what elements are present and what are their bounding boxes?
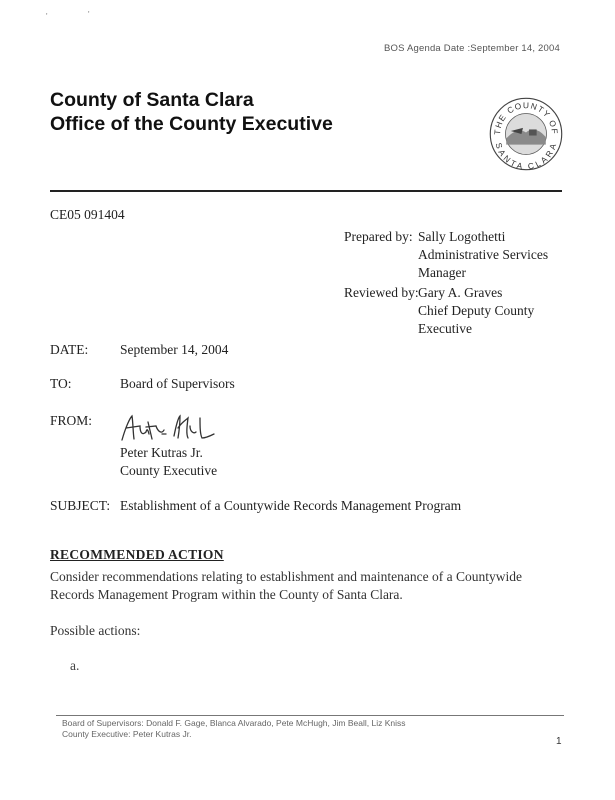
from-name: Peter Kutras Jr.	[120, 445, 203, 460]
seal-top-text: THE COUNTY OF	[492, 100, 560, 136]
reviewed-by-title: Chief Deputy County	[418, 303, 535, 318]
prepared-by-label: Prepared by:	[344, 229, 413, 244]
letterhead-line-2: Office of the County Executive	[50, 113, 333, 135]
prepared-by-value	[418, 228, 568, 282]
subject-value: Establishment of a Countywide Records Management Program	[120, 498, 462, 513]
reviewed-by-label: Reviewed by:	[344, 285, 419, 300]
document-id: CE05 091404	[50, 207, 125, 222]
prepared-by-title: Administrative Services	[418, 247, 549, 262]
scan-mark: '	[88, 10, 90, 19]
prepared-by-row	[344, 228, 568, 282]
county-seal-icon	[488, 96, 564, 172]
recommended-action-text	[50, 568, 560, 604]
footer	[62, 718, 405, 740]
header-divider	[50, 190, 562, 192]
reviewed-by-name: Gary A. Graves	[418, 285, 503, 300]
letterhead-title	[50, 88, 333, 136]
prepared-reviewed-block	[344, 228, 568, 338]
scan-mark: '	[46, 12, 48, 21]
footer-executive-line: County Executive: Peter Kutras Jr.	[62, 729, 192, 739]
recommended-action-heading: RECOMMENDED ACTION	[50, 547, 224, 562]
recommended-action-line-2: Records Management Program within the County of Santa Clara.	[50, 587, 403, 602]
recommended-action-line-1: Consider recommendations relating to establishment and maintenance of a Countywide	[50, 569, 522, 584]
footer-board-line: Board of Supervisors: Donald F. Gage, Blanca Alvarado, Pete McHugh, Jim Beall, Liz Kniss	[62, 718, 406, 728]
seal-bottom-text: SANTA CLARA	[493, 141, 559, 172]
reviewed-by-value	[418, 284, 568, 338]
list-item-a: a.	[70, 658, 80, 673]
prepared-by-title-cont: Manager	[418, 265, 466, 280]
possible-actions-label: Possible actions:	[50, 623, 141, 638]
from-label: FROM:	[50, 413, 93, 428]
to-value: Board of Supervisors	[120, 376, 235, 391]
reviewed-by-title-cont: Executive	[418, 321, 472, 336]
reviewed-by-row	[344, 284, 568, 338]
prepared-by-name: Sally Logothetti	[418, 229, 506, 244]
date-value: September 14, 2004	[120, 342, 229, 357]
footer-divider	[56, 715, 564, 716]
from-title: County Executive	[120, 463, 218, 478]
signature-image	[118, 412, 218, 444]
page-number: 1	[556, 736, 562, 747]
to-label: TO:	[50, 376, 72, 391]
subject-label: SUBJECT:	[50, 498, 111, 513]
letterhead-line-1: County of Santa Clara	[50, 89, 254, 111]
bos-agenda-date: BOS Agenda Date :September 14, 2004	[383, 43, 560, 54]
date-label: DATE:	[50, 342, 89, 357]
